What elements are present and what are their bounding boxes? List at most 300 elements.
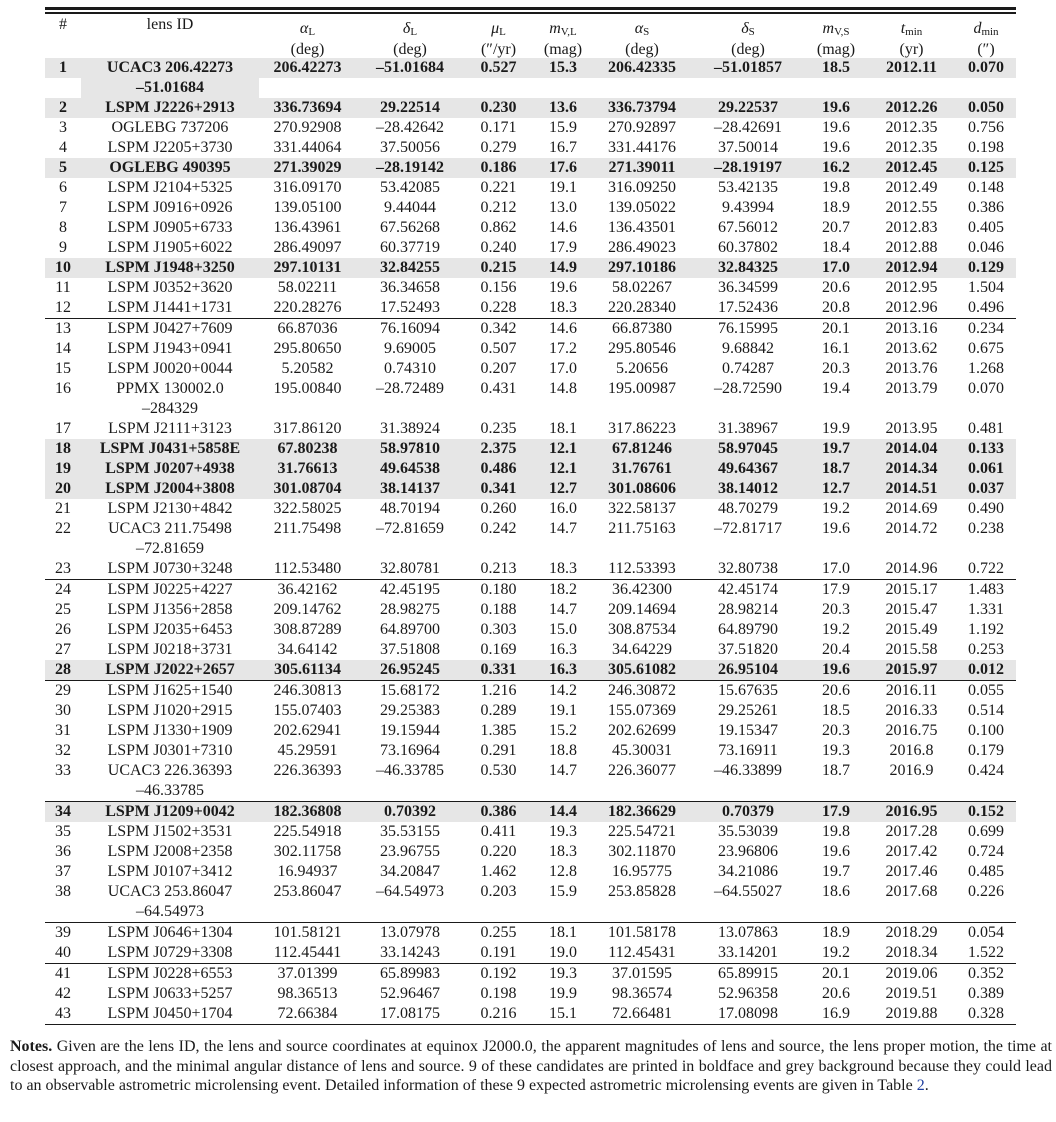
header-alpha-lens bbox=[259, 14, 356, 58]
table-row bbox=[45, 1004, 1016, 1024]
table-row bbox=[45, 98, 1016, 118]
cell-mag-source: 18.5 bbox=[822, 701, 850, 719]
cell-mag-lens: 15.9 bbox=[549, 118, 577, 136]
cell-d-min: 0.481 bbox=[968, 419, 1004, 437]
table-row bbox=[45, 118, 1016, 138]
cell-d-min: 0.012 bbox=[956, 660, 1016, 681]
cell-delta-lens: 65.89983 bbox=[356, 963, 464, 984]
cell-mag-source: 19.2 bbox=[822, 499, 850, 517]
cell-mu-lens: 0.331 bbox=[464, 660, 533, 681]
cell-mag-source: 18.7 bbox=[822, 761, 850, 779]
cell-alpha-source: 297.10186 bbox=[593, 258, 691, 278]
header-unit: (mag) bbox=[816, 40, 856, 58]
cell-empty bbox=[259, 78, 356, 98]
cell-mag-source: 17.9 bbox=[805, 801, 867, 822]
cell-mag-lens: 18.1 bbox=[549, 419, 577, 437]
cell-delta-lens: 23.96755 bbox=[380, 842, 440, 860]
cell-lens-id: LSPM J0916+0926 bbox=[107, 198, 233, 216]
table-row bbox=[45, 359, 1016, 379]
cell-mag-source: 20.6 bbox=[805, 680, 867, 701]
cell-empty bbox=[45, 78, 81, 98]
cell-mu-lens: 0.186 bbox=[464, 158, 533, 178]
table-row bbox=[45, 138, 1016, 158]
cell-delta-source: 58.97045 bbox=[691, 439, 805, 459]
cell-mu-lens: 0.289 bbox=[480, 701, 517, 719]
cell-d-min: 0.070 bbox=[956, 58, 1016, 78]
table-container bbox=[45, 7, 1016, 1025]
cell-d-min: 0.352 bbox=[956, 963, 1016, 984]
cell-delta-lens: 34.20847 bbox=[380, 862, 440, 880]
cell-t-min: 2012.95 bbox=[885, 278, 938, 296]
cell-mu-lens: 0.862 bbox=[480, 218, 517, 236]
cell-alpha-lens: 270.92908 bbox=[273, 118, 342, 136]
cell-delta-source: 9.68842 bbox=[722, 339, 774, 357]
cell-lens-id: LSPM J1356+2858 bbox=[107, 600, 233, 618]
cell-empty bbox=[691, 902, 805, 923]
cell-alpha-lens: 182.36808 bbox=[259, 801, 356, 822]
header-delta-source bbox=[691, 14, 805, 58]
cell-t-min: 2014.51 bbox=[867, 479, 956, 499]
cell-mag-lens: 17.6 bbox=[533, 158, 593, 178]
cell-lens-id: OGLEBG 490395 bbox=[81, 158, 259, 178]
cell-index: 23 bbox=[55, 559, 71, 577]
cell-delta-lens: –51.01684 bbox=[356, 58, 464, 78]
cell-lens-id: LSPM J0633+5257 bbox=[107, 984, 233, 1002]
header-symbol: # bbox=[59, 15, 67, 33]
table-row bbox=[45, 58, 1016, 78]
table-row bbox=[45, 479, 1016, 499]
cell-delta-source: 33.14201 bbox=[718, 943, 778, 961]
cell-index: 28 bbox=[45, 660, 81, 681]
cell-mag-source: 19.6 bbox=[822, 118, 850, 136]
cell-delta-lens: –72.81659 bbox=[376, 519, 444, 537]
cell-mag-lens: 16.7 bbox=[549, 138, 577, 156]
cell-mag-source: 20.6 bbox=[822, 278, 850, 296]
cell-mu-lens: 0.341 bbox=[464, 479, 533, 499]
cell-empty bbox=[259, 399, 356, 419]
cell-alpha-source: 225.54721 bbox=[608, 822, 676, 840]
cell-index: 13 bbox=[45, 318, 81, 339]
cell-mag-source: 18.9 bbox=[822, 198, 850, 216]
cell-mu-lens: 0.486 bbox=[464, 459, 533, 479]
cell-delta-lens: 17.52493 bbox=[380, 298, 440, 316]
cell-t-min: 2019.88 bbox=[885, 1004, 938, 1022]
cell-mag-source: 20.3 bbox=[822, 359, 850, 377]
cell-mag-source: 16.2 bbox=[805, 158, 867, 178]
cell-t-min: 2013.95 bbox=[885, 419, 938, 437]
cell-alpha-lens: 72.66384 bbox=[277, 1004, 338, 1022]
cell-mag-lens: 14.7 bbox=[549, 519, 577, 537]
cell-delta-lens: 67.56268 bbox=[380, 218, 440, 236]
cell-mag-source: 19.7 bbox=[822, 862, 850, 880]
cell-d-min: 0.756 bbox=[968, 118, 1004, 136]
cell-index: 1 bbox=[45, 58, 81, 78]
cell-delta-source: 26.95104 bbox=[691, 660, 805, 681]
cell-delta-source: –64.55027 bbox=[714, 882, 782, 900]
cell-alpha-lens: 112.53480 bbox=[273, 559, 342, 577]
cell-index: 11 bbox=[55, 278, 71, 296]
cell-mag-lens: 19.0 bbox=[549, 943, 577, 961]
cell-index: 32 bbox=[55, 741, 71, 759]
cell-alpha-source: 31.76761 bbox=[593, 459, 691, 479]
cell-empty bbox=[956, 539, 1016, 559]
cell-empty bbox=[259, 902, 356, 923]
cell-t-min: 2014.34 bbox=[867, 459, 956, 479]
cell-mu-lens: 0.411 bbox=[480, 822, 517, 840]
cell-index: 21 bbox=[55, 499, 71, 517]
cell-mag-source: 19.6 bbox=[822, 842, 850, 860]
cell-alpha-lens: 322.58025 bbox=[273, 499, 342, 517]
cell-lens-id-line2: –64.54973 bbox=[136, 902, 204, 920]
header-symbol: δ bbox=[402, 19, 411, 37]
cell-alpha-source: 45.30031 bbox=[612, 741, 672, 759]
cell-mag-lens: 19.3 bbox=[533, 963, 593, 984]
cell-alpha-lens: 301.08704 bbox=[259, 479, 356, 499]
cell-mag-source: 18.6 bbox=[822, 882, 850, 900]
cell-index: 26 bbox=[55, 620, 71, 638]
cell-lens-id: LSPM J0730+3248 bbox=[107, 559, 233, 577]
cell-lens-id: LSPM J1209+0042 bbox=[81, 801, 259, 822]
cell-alpha-lens: 316.09170 bbox=[273, 178, 342, 196]
cell-lens-id: LSPM J2035+6453 bbox=[107, 620, 233, 638]
cell-alpha-lens: 58.02211 bbox=[277, 278, 338, 296]
cell-lens-id: LSPM J0020+0044 bbox=[107, 359, 233, 377]
cell-alpha-lens: 246.30813 bbox=[259, 680, 356, 701]
cell-delta-source: 37.50014 bbox=[718, 138, 778, 156]
cell-mu-lens: 0.192 bbox=[464, 963, 533, 984]
header-unit: (yr) bbox=[899, 40, 924, 58]
cell-d-min: 1.504 bbox=[968, 278, 1004, 296]
cell-t-min: 2018.34 bbox=[885, 943, 938, 961]
cell-mag-source: 19.7 bbox=[805, 439, 867, 459]
cell-t-min: 2012.26 bbox=[867, 98, 956, 118]
cell-alpha-source: 302.11870 bbox=[608, 842, 676, 860]
cell-index: 22 bbox=[55, 519, 71, 537]
header-symbol: d bbox=[973, 19, 982, 37]
cell-lens-id: UCAC3 253.86047 bbox=[107, 882, 233, 900]
cell-mu-lens: 0.207 bbox=[480, 359, 517, 377]
cell-mag-lens: 12.7 bbox=[533, 479, 593, 499]
cell-lens-id: LSPM J0107+3412 bbox=[107, 862, 233, 880]
header-subscript: min bbox=[981, 25, 999, 38]
cell-index: 35 bbox=[55, 822, 71, 840]
cell-mag-source: 19.8 bbox=[822, 178, 850, 196]
cell-empty bbox=[805, 539, 867, 559]
cell-delta-lens: 37.51808 bbox=[380, 640, 440, 658]
cell-mag-source: 19.2 bbox=[822, 943, 850, 961]
cell-empty bbox=[593, 78, 691, 98]
cell-index: 5 bbox=[45, 158, 81, 178]
header-unit: (″/yr) bbox=[480, 40, 517, 58]
cell-mu-lens: 0.221 bbox=[480, 178, 517, 196]
cell-t-min: 2016.33 bbox=[885, 701, 938, 719]
cell-delta-lens: 38.14137 bbox=[356, 479, 464, 499]
cell-empty bbox=[593, 399, 691, 419]
cell-mag-lens: 18.3 bbox=[549, 298, 577, 316]
notes-text-end: . bbox=[924, 1077, 929, 1094]
cell-delta-source: 17.08098 bbox=[718, 1004, 778, 1022]
cell-mag-lens: 12.8 bbox=[549, 862, 577, 880]
cell-d-min: 0.133 bbox=[956, 439, 1016, 459]
cell-delta-lens: 9.69005 bbox=[384, 339, 436, 357]
cell-t-min: 2015.97 bbox=[867, 660, 956, 681]
cell-delta-source: –28.42691 bbox=[714, 118, 782, 136]
cell-delta-source: –46.33899 bbox=[714, 761, 782, 779]
cell-mag-source: 19.6 bbox=[822, 138, 850, 156]
cell-mag-lens: 16.0 bbox=[549, 499, 577, 517]
cell-delta-source: 36.34599 bbox=[718, 278, 778, 296]
cell-index: 38 bbox=[55, 882, 71, 900]
table-reference-link[interactable]: 2 bbox=[916, 1077, 925, 1094]
cell-empty bbox=[805, 781, 867, 802]
cell-mag-source: 19.6 bbox=[805, 98, 867, 118]
cell-delta-lens: 76.16094 bbox=[356, 318, 464, 339]
cell-delta-lens: –28.42642 bbox=[376, 118, 444, 136]
cell-delta-lens: 48.70194 bbox=[380, 499, 440, 517]
cell-mag-lens: 18.8 bbox=[549, 741, 577, 759]
cell-lens-id: LSPM J0228+6553 bbox=[81, 963, 259, 984]
header-mag-source bbox=[805, 14, 867, 58]
cell-t-min: 2013.62 bbox=[885, 339, 938, 357]
cell-d-min: 1.192 bbox=[968, 620, 1004, 638]
header-subscript: V,L bbox=[560, 25, 577, 38]
cell-d-min: 0.386 bbox=[968, 198, 1004, 216]
cell-delta-lens: 0.70392 bbox=[356, 801, 464, 822]
cell-d-min: 1.522 bbox=[968, 943, 1004, 961]
table-row bbox=[45, 741, 1016, 761]
cell-lens-id-line2: –72.81659 bbox=[136, 539, 204, 557]
table-row bbox=[45, 519, 1016, 539]
table-row bbox=[45, 258, 1016, 278]
cell-mu-lens: 0.507 bbox=[480, 339, 517, 357]
cell-alpha-source: 270.92897 bbox=[608, 118, 676, 136]
table-row bbox=[45, 379, 1016, 399]
cell-alpha-lens: 195.00840 bbox=[273, 379, 342, 397]
cell-alpha-source: 66.87380 bbox=[593, 318, 691, 339]
cell-alpha-source: 206.42335 bbox=[593, 58, 691, 78]
cell-alpha-lens: 305.61134 bbox=[259, 660, 356, 681]
cell-lens-id: LSPM J2111+3123 bbox=[108, 419, 232, 437]
cell-delta-lens: 13.07978 bbox=[356, 922, 464, 943]
cell-alpha-lens: 139.05100 bbox=[273, 198, 342, 216]
cell-delta-source: 60.37802 bbox=[718, 238, 778, 256]
table-row bbox=[45, 680, 1016, 701]
cell-lens-id: LSPM J0218+3731 bbox=[107, 640, 233, 658]
table-row bbox=[45, 963, 1016, 984]
cell-index: 25 bbox=[55, 600, 71, 618]
table-row-continuation bbox=[45, 539, 1016, 559]
cell-mag-lens: 15.0 bbox=[549, 620, 577, 638]
cell-d-min: 0.699 bbox=[968, 822, 1004, 840]
cell-alpha-lens: 209.14762 bbox=[273, 600, 342, 618]
table-row bbox=[45, 218, 1016, 238]
cell-mag-lens: 17.9 bbox=[549, 238, 577, 256]
cell-mag-lens: 19.1 bbox=[549, 178, 577, 196]
cell-d-min: 0.050 bbox=[956, 98, 1016, 118]
header-unit: (deg) bbox=[625, 40, 659, 58]
table-row bbox=[45, 559, 1016, 580]
cell-mag-lens: 19.9 bbox=[549, 984, 577, 1002]
cell-mag-lens: 14.4 bbox=[533, 801, 593, 822]
cell-delta-lens: 29.22514 bbox=[356, 98, 464, 118]
cell-empty bbox=[45, 781, 81, 802]
cell-delta-lens: 73.16964 bbox=[380, 741, 440, 759]
cell-t-min: 2013.79 bbox=[885, 379, 938, 397]
cell-alpha-lens: 286.49097 bbox=[273, 238, 342, 256]
cell-alpha-source: 246.30872 bbox=[593, 680, 691, 701]
cell-delta-lens: 32.84255 bbox=[356, 258, 464, 278]
table-row-continuation bbox=[45, 902, 1016, 923]
cell-alpha-lens: 66.87036 bbox=[259, 318, 356, 339]
table-row bbox=[45, 701, 1016, 721]
cell-alpha-source: 16.95775 bbox=[612, 862, 672, 880]
cell-index: 29 bbox=[45, 680, 81, 701]
cell-alpha-lens: 101.58121 bbox=[259, 922, 356, 943]
cell-alpha-source: 101.58178 bbox=[593, 922, 691, 943]
cell-mu-lens: 0.191 bbox=[480, 943, 517, 961]
cell-delta-source: 38.14012 bbox=[691, 479, 805, 499]
cell-mu-lens: 0.216 bbox=[480, 1004, 517, 1022]
table-row bbox=[45, 801, 1016, 822]
cell-t-min: 2012.94 bbox=[867, 258, 956, 278]
table-row-continuation bbox=[45, 78, 1016, 98]
cell-alpha-lens: 98.36513 bbox=[277, 984, 338, 1002]
cell-delta-lens: 19.15944 bbox=[380, 721, 440, 739]
cell-mag-source: 16.1 bbox=[822, 339, 850, 357]
header-symbol: α bbox=[634, 19, 644, 37]
cell-delta-lens: 9.44044 bbox=[384, 198, 436, 216]
cell-empty bbox=[464, 539, 533, 559]
cell-lens-id: LSPM J1948+3250 bbox=[81, 258, 259, 278]
cell-delta-lens: 32.80781 bbox=[380, 559, 440, 577]
cell-alpha-lens: 271.39029 bbox=[259, 158, 356, 178]
cell-index: 17 bbox=[55, 419, 71, 437]
table-row bbox=[45, 318, 1016, 339]
header-symbol: m bbox=[822, 19, 835, 37]
cell-alpha-lens: 36.42162 bbox=[259, 579, 356, 600]
cell-delta-source: 23.96806 bbox=[718, 842, 778, 860]
cell-delta-lens: 64.89700 bbox=[380, 620, 440, 638]
cell-t-min: 2012.55 bbox=[885, 198, 938, 216]
cell-alpha-lens: 45.29591 bbox=[277, 741, 338, 759]
cell-lens-id: PPMX 130002.0 bbox=[116, 379, 224, 397]
cell-delta-source: 32.80738 bbox=[718, 559, 778, 577]
notes-text: Given are the lens ID, the lens and source coordinates at equinox J2000.0, the apparent magnitudes of lens and source, the lens proper motion, the time at closest approach, and the minimal angular distance of lens and source. 9 of these candidates are printed in boldface and grey background because they could lead to an observable astrometric microlensing event. Detailed information of these 9 expected astrometric microlensing events are given in Table bbox=[10, 1038, 1052, 1094]
cell-delta-lens: 36.34658 bbox=[380, 278, 440, 296]
cell-alpha-lens: 5.20582 bbox=[281, 359, 334, 377]
cell-mu-lens: 0.342 bbox=[464, 318, 533, 339]
header-symbol: α bbox=[299, 19, 309, 37]
cell-mu-lens: 0.213 bbox=[480, 559, 517, 577]
cell-delta-source: 32.84325 bbox=[691, 258, 805, 278]
cell-d-min: 0.125 bbox=[956, 158, 1016, 178]
cell-lens-id: LSPM J2226+2913 bbox=[81, 98, 259, 118]
cell-mu-lens: 0.255 bbox=[464, 922, 533, 943]
cell-lens-id: LSPM J0646+1304 bbox=[81, 922, 259, 943]
cell-mu-lens: 0.180 bbox=[464, 579, 533, 600]
cell-mu-lens: 1.462 bbox=[480, 862, 517, 880]
cell-d-min: 0.722 bbox=[968, 559, 1004, 577]
cell-empty bbox=[805, 78, 867, 98]
header-subscript: L bbox=[499, 25, 506, 38]
cell-mag-source: 19.3 bbox=[822, 741, 850, 759]
header-symbol: t bbox=[900, 19, 906, 37]
cell-index: 3 bbox=[59, 118, 67, 136]
cell-empty bbox=[45, 902, 81, 923]
cell-alpha-source: 305.61082 bbox=[593, 660, 691, 681]
table-row bbox=[45, 721, 1016, 741]
cell-t-min: 2012.49 bbox=[885, 178, 938, 196]
table-row bbox=[45, 620, 1016, 640]
cell-mag-lens: 18.3 bbox=[549, 559, 577, 577]
cell-mag-lens: 15.1 bbox=[549, 1004, 577, 1022]
cell-index: 8 bbox=[59, 218, 67, 236]
cell-lens-id-line2: –51.01684 bbox=[81, 78, 259, 98]
cell-empty bbox=[464, 902, 533, 923]
cell-mu-lens: 0.431 bbox=[480, 379, 517, 397]
cell-index: 42 bbox=[55, 984, 71, 1002]
cell-alpha-source: 271.39011 bbox=[593, 158, 691, 178]
cell-empty bbox=[691, 78, 805, 98]
cell-alpha-source: 36.42300 bbox=[593, 579, 691, 600]
cell-mag-source: 16.9 bbox=[822, 1004, 850, 1022]
cell-mag-source: 20.1 bbox=[805, 318, 867, 339]
cell-mag-source: 20.3 bbox=[822, 600, 850, 618]
cell-d-min: 0.234 bbox=[956, 318, 1016, 339]
cell-alpha-source: 286.49023 bbox=[608, 238, 676, 256]
cell-mag-source: 20.3 bbox=[822, 721, 850, 739]
cell-mag-lens: 17.0 bbox=[549, 359, 577, 377]
cell-index: 9 bbox=[59, 238, 67, 256]
cell-lens-id: LSPM J1943+0941 bbox=[107, 339, 233, 357]
cell-empty bbox=[259, 539, 356, 559]
cell-mu-lens: 0.240 bbox=[480, 238, 517, 256]
cell-index: 15 bbox=[55, 359, 71, 377]
cell-mag-source: 18.9 bbox=[805, 922, 867, 943]
cell-index: 31 bbox=[55, 721, 71, 739]
table-row bbox=[45, 640, 1016, 660]
cell-alpha-source: 67.81246 bbox=[593, 439, 691, 459]
cell-d-min: 0.152 bbox=[956, 801, 1016, 822]
cell-lens-id: LSPM J2008+2358 bbox=[107, 842, 233, 860]
cell-t-min: 2019.06 bbox=[867, 963, 956, 984]
cell-delta-source: 13.07863 bbox=[691, 922, 805, 943]
cell-delta-lens: 35.53155 bbox=[380, 822, 440, 840]
table-row bbox=[45, 198, 1016, 218]
cell-mu-lens: 0.279 bbox=[480, 138, 517, 156]
cell-empty bbox=[956, 902, 1016, 923]
cell-lens-id: LSPM J0427+7609 bbox=[81, 318, 259, 339]
cell-lens-id: LSPM J1020+2915 bbox=[107, 701, 233, 719]
cell-delta-lens: –46.33785 bbox=[376, 761, 444, 779]
cell-lens-id-line2: –46.33785 bbox=[136, 781, 204, 799]
cell-empty bbox=[464, 78, 533, 98]
cell-delta-lens: –28.19142 bbox=[356, 158, 464, 178]
cell-index: 30 bbox=[55, 701, 71, 719]
cell-lens-id: LSPM J2004+3808 bbox=[81, 479, 259, 499]
cell-t-min: 2012.35 bbox=[885, 138, 938, 156]
cell-t-min: 2016.9 bbox=[889, 761, 934, 779]
cell-delta-source: 28.98214 bbox=[718, 600, 778, 618]
cell-alpha-lens: 211.75498 bbox=[273, 519, 342, 537]
cell-delta-source: 64.89790 bbox=[718, 620, 778, 638]
cell-empty bbox=[805, 399, 867, 419]
table-row bbox=[45, 600, 1016, 620]
cell-d-min: 0.490 bbox=[968, 499, 1004, 517]
cell-alpha-source: 155.07369 bbox=[608, 701, 676, 719]
cell-mag-source: 19.6 bbox=[822, 519, 850, 537]
cell-delta-lens: 29.25383 bbox=[380, 701, 440, 719]
